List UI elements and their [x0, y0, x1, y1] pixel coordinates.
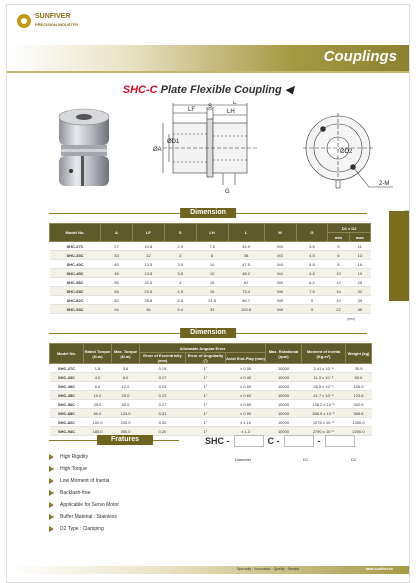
feature-item — [49, 475, 119, 487]
col-subheader: Axial End-Play (mm) — [226, 353, 266, 364]
col-subheader: Error of Angularity (°) — [186, 353, 226, 364]
table-cell: 10000 — [266, 373, 302, 382]
table-cell: 10.8 — [132, 242, 164, 251]
order-label-diameter: Diameter — [235, 457, 252, 462]
order-mid: C - — [267, 436, 280, 446]
table-row — [50, 418, 372, 427]
label-G: G — [225, 189, 230, 195]
section-heading-dimension — [7, 208, 409, 218]
table-cell: 0.23 — [140, 391, 186, 400]
table-cell: 34.9 — [228, 242, 264, 251]
label-LH: LH — [227, 109, 235, 115]
feature-label: Low Moment of Inertia — [60, 477, 110, 484]
order-sep: - — [317, 436, 321, 446]
table-row — [50, 305, 371, 314]
table-cell: 136.2 x 10⁻⁶ — [302, 400, 346, 409]
table-cell: 14 — [328, 287, 349, 296]
table-row — [50, 391, 372, 400]
feature-item — [49, 499, 119, 511]
coupling-photo — [51, 105, 117, 197]
table-cell: 200.0 — [112, 418, 140, 427]
table-cell: 10000 — [266, 418, 302, 427]
model-cell: SHC-82C — [50, 418, 84, 427]
table-cell: 6.2 — [296, 278, 328, 287]
table-cell: 82 — [101, 296, 133, 305]
table-cell: 13.5 — [132, 269, 164, 278]
table-cell: 1° — [186, 364, 226, 373]
table-cell: 10000 — [266, 409, 302, 418]
table-cell: 0.20 — [140, 427, 186, 436]
table-cell: 3.6 — [112, 364, 140, 373]
table-cell: 9 — [296, 305, 328, 314]
table-cell: 60.6 — [346, 373, 372, 382]
table-cell: 180.0 — [84, 427, 112, 436]
triangle-bullet-icon — [49, 466, 54, 472]
table-cell: 105.9 — [346, 382, 372, 391]
table-cell: 0.17 — [140, 373, 186, 382]
table-cell: 0.15 — [140, 364, 186, 373]
col-header: L — [228, 224, 264, 242]
table-cell: ± 0.60 — [226, 391, 266, 400]
table-cell: ± 1.3 — [226, 427, 266, 436]
col-header: Rated Torque (N.m) — [84, 344, 112, 364]
table-cell: 36 — [132, 305, 164, 314]
model-cell: SHC-94C — [50, 427, 84, 436]
table-row — [50, 287, 371, 296]
feature-item — [49, 511, 119, 523]
table-cell: 1° — [186, 373, 226, 382]
table-cell: 25 — [349, 278, 370, 287]
table-cell: 48.2 — [228, 269, 264, 278]
order-label-d2: D2 — [351, 457, 357, 462]
order-box-d2 — [325, 435, 355, 447]
table-cell: 60.0 — [84, 409, 112, 418]
col-header: M — [264, 224, 296, 242]
col-header: Max. Torque (N.m) — [112, 344, 140, 364]
table-cell: ± 0.90 — [226, 409, 266, 418]
label-L: L — [233, 101, 237, 106]
triangle-bullet-icon — [49, 478, 54, 484]
table-cell: 5 — [328, 242, 349, 251]
table-row — [50, 269, 371, 278]
table-cell: 10000 — [266, 391, 302, 400]
col-header: Model No. — [50, 224, 101, 242]
banner-stripe — [7, 71, 409, 73]
footer-website: www.sunfiver.tw — [365, 567, 393, 571]
col-header: Weight (kg) — [346, 344, 372, 364]
table-cell: 1° — [186, 427, 226, 436]
table-cell: 12 — [132, 251, 164, 260]
table-cell: 41.7 x 10⁻⁶ — [302, 391, 346, 400]
table-cell: 3.5 — [296, 242, 328, 251]
table-cell: 7.5 — [196, 242, 228, 251]
feature-label: Applicable for Servo Motor — [60, 501, 119, 508]
triangle-bullet-icon — [49, 502, 54, 508]
table-cell: 9 — [296, 296, 328, 305]
table-cell: 124.0 — [112, 409, 140, 418]
table-cell: 4.0 — [84, 373, 112, 382]
table-cell: 350.0 — [112, 427, 140, 436]
table-cell: 1° — [186, 382, 226, 391]
table-row — [50, 251, 371, 260]
col-header: Max. Rotational (rpm) — [266, 344, 302, 364]
table-cell: 4.5 — [164, 287, 196, 296]
triangle-bullet-icon — [49, 526, 54, 532]
table-cell: 3 — [164, 251, 196, 260]
table-cell: 8 — [196, 251, 228, 260]
feature-label: High Torque — [60, 465, 87, 472]
table-cell: 25.0 — [84, 400, 112, 409]
table-cell: 10.0 — [84, 391, 112, 400]
table-cell: 68 — [101, 287, 133, 296]
table-cell: 12.0 — [112, 382, 140, 391]
table-row — [50, 296, 371, 305]
table-cell: 2.9 — [164, 242, 196, 251]
table-cell: ± 0.40 — [226, 373, 266, 382]
table-cell: 62 — [228, 278, 264, 287]
feature-item — [49, 487, 119, 499]
table-cell: 50.0 — [112, 400, 140, 409]
col-subheader: min — [328, 233, 349, 242]
table-cell: 0.23 — [140, 382, 186, 391]
label-phiA: ØA — [153, 147, 162, 153]
table-cell: M8 — [264, 305, 296, 314]
logo-mark-icon — [17, 14, 31, 28]
table-cell: M4 — [264, 260, 296, 269]
section-title: Dimension — [180, 208, 236, 218]
features-list — [49, 451, 119, 535]
feature-label: High Rigidity — [60, 453, 89, 460]
table-cell: 1° — [186, 418, 226, 427]
banner-title: Couplings — [323, 48, 397, 65]
performance-table — [49, 343, 372, 436]
table-cell: 1300.0 — [346, 418, 372, 427]
table-cell: 19 — [349, 269, 370, 278]
model-cell: SHC-45C — [50, 391, 84, 400]
order-label-d1: D1 — [303, 457, 309, 462]
model-cell: SHC-94C — [50, 305, 101, 314]
table-cell: 4 — [164, 278, 196, 287]
table-cell: 19 — [328, 296, 349, 305]
table-cell: 32 — [349, 287, 370, 296]
table-cell: 35 — [349, 296, 370, 305]
table-cell: 1076 x 10⁻⁶ — [302, 418, 346, 427]
table-cell: 10 — [328, 269, 349, 278]
table-cell: M5 — [264, 278, 296, 287]
table-cell: ± 1.10 — [226, 418, 266, 427]
table-cell: 21.5 — [196, 296, 228, 305]
table-cell: 11.3 x 10⁻⁶ — [302, 373, 346, 382]
table-cell: 100.0 — [84, 418, 112, 427]
table-cell: M8 — [264, 296, 296, 305]
feature-label: D2 Type : Clamping — [60, 525, 104, 532]
table-cell: 94 — [101, 305, 133, 314]
brand-tagline: PRECISION INDUSTRY — [35, 22, 79, 27]
table-cell: 38 — [228, 251, 264, 260]
col-header: S — [164, 224, 196, 242]
table-row — [50, 260, 371, 269]
technical-drawing — [133, 101, 403, 203]
col-header: Model No. — [50, 344, 84, 364]
table-cell: 45 — [101, 269, 133, 278]
triangle-bullet-icon — [49, 490, 54, 496]
table-cell: 6.0 — [84, 382, 112, 391]
table-cell: 10000 — [266, 400, 302, 409]
table-cell: 47.5 — [228, 260, 264, 269]
col-header: Allowable Angular Error — [140, 344, 266, 353]
col-subheader: max — [349, 233, 370, 242]
table-cell: 10 — [196, 269, 228, 278]
table-cell: 0.32 — [140, 418, 186, 427]
table-cell: 26.5 x 10⁻⁶ — [302, 382, 346, 391]
table-cell: 388.9 x 10⁻⁶ — [302, 409, 346, 418]
table-cell: 8.0 — [112, 373, 140, 382]
order-code — [205, 435, 359, 447]
table-cell: 73.4 — [228, 287, 264, 296]
features-title: Fratures — [97, 435, 153, 445]
table-cell: 4.5 — [296, 251, 328, 260]
model-cell: SHC-40C — [50, 382, 84, 391]
table-cell: 11 — [349, 242, 370, 251]
brand-logo — [17, 13, 78, 29]
order-box-d1 — [284, 435, 314, 447]
col-subheader: Error of Eccentricity (mm) — [140, 353, 186, 364]
caret-left-icon: ◀ — [284, 84, 294, 96]
table-cell: 10000 — [266, 364, 302, 373]
product-code: SHC-C — [122, 84, 158, 96]
table-row — [50, 242, 371, 251]
order-prefix: SHC - — [205, 436, 230, 446]
table-cell: 98.7 — [228, 296, 264, 305]
table-cell: 3.41 x 10⁻⁶ — [302, 364, 346, 373]
table-cell: 565.6 — [346, 409, 372, 418]
table-cell: 10000 — [266, 427, 302, 436]
feature-label: Buffer Material : Stainless — [60, 513, 117, 520]
table-cell: 1° — [186, 400, 226, 409]
table-cell: 3.5 — [164, 260, 196, 269]
col-header: LF — [132, 224, 164, 242]
table-cell: M6 — [264, 287, 296, 296]
table-cell: 3.6 — [164, 269, 196, 278]
table-cell: ± 0.50 — [226, 382, 266, 391]
table-row — [50, 364, 372, 373]
table-cell: M3 — [264, 251, 296, 260]
table-cell: 40 — [101, 260, 133, 269]
footer-bar — [7, 566, 409, 574]
table-row — [50, 382, 372, 391]
model-cell: SHC-56C — [50, 400, 84, 409]
table-cell: ± 0.35 — [226, 364, 266, 373]
table-cell: 29.8 — [132, 296, 164, 305]
table-cell: 56 — [101, 278, 133, 287]
table-cell: 20.0 — [112, 391, 140, 400]
table-cell: 4.8 — [296, 269, 328, 278]
table-row — [50, 400, 372, 409]
label-phiD1: ØD1 — [167, 139, 180, 145]
triangle-bullet-icon — [49, 454, 54, 460]
model-cell: SHC-56C — [50, 278, 101, 287]
feature-label: Backlash-free — [60, 489, 91, 496]
unit-note: (mm) — [346, 317, 355, 321]
model-cell: SHC-40C — [50, 260, 101, 269]
table-cell: 22 — [328, 305, 349, 314]
table-cell: 12 — [328, 278, 349, 287]
col-header: G — [296, 224, 328, 242]
brand-name: SUNFIVER — [35, 13, 71, 20]
table-cell: 8 — [328, 260, 349, 269]
label-2M: 2-M — [379, 181, 390, 187]
table-cell: 123.6 — [346, 391, 372, 400]
feature-item — [49, 463, 119, 475]
footer-slogan: Specialty · Innovation · Quality · Service — [237, 567, 300, 571]
label-LF: LF — [188, 107, 196, 113]
col-header: D1 x D2 — [328, 224, 371, 233]
model-cell: SHC-27C — [50, 242, 101, 251]
table-cell: 1° — [186, 391, 226, 400]
table-row — [50, 278, 371, 287]
table-cell: 20.5 — [132, 278, 164, 287]
table-cell: 4.8 — [296, 260, 328, 269]
model-cell: SHC-68C — [50, 287, 101, 296]
table-cell: 16 — [196, 287, 228, 296]
model-cell: SHC-45C — [50, 269, 101, 278]
model-cell: SHC-82C — [50, 296, 101, 305]
table-cell: 33 — [101, 251, 133, 260]
table-cell: M3 — [264, 242, 296, 251]
label-S: S — [208, 104, 213, 110]
table-cell: 10 — [196, 260, 228, 269]
table-cell: 0.27 — [140, 400, 186, 409]
catalog-page — [6, 4, 410, 583]
feature-item — [49, 523, 119, 535]
table-cell: 33 — [196, 305, 228, 314]
table-cell: 16 — [349, 260, 370, 269]
feature-item — [49, 451, 119, 463]
table-cell: 6 — [328, 251, 349, 260]
col-header: A — [101, 224, 133, 242]
product-title — [7, 83, 409, 96]
label-phiD2: ØD2 — [340, 149, 353, 155]
table-cell: 27 — [101, 242, 133, 251]
table-cell: 9.4 — [164, 305, 196, 314]
table-cell: 13 — [349, 251, 370, 260]
table-cell: 8.8 — [164, 296, 196, 305]
table-cell: 35.9 — [346, 364, 372, 373]
section-title: Dimension — [180, 328, 236, 338]
product-name: Plate Flexible Coupling — [160, 84, 282, 96]
table-cell: 1° — [186, 409, 226, 418]
table-cell: ± 0.80 — [226, 400, 266, 409]
table-cell: 2790 x 10⁻⁶ — [302, 427, 346, 436]
col-header: Moment of Inertia (Kg.m²) — [302, 344, 346, 364]
model-cell: SHC-68C — [50, 409, 84, 418]
header-banner — [7, 45, 409, 71]
col-header: LH — [196, 224, 228, 242]
table-cell: 1.8 — [84, 364, 112, 373]
table-cell: 10000 — [266, 382, 302, 391]
table-cell: 2200.0 — [346, 427, 372, 436]
table-row — [50, 373, 372, 382]
table-cell: 302.9 — [346, 400, 372, 409]
table-cell: M4 — [264, 269, 296, 278]
table-cell: 45 — [349, 305, 370, 314]
model-cell: SHC-33C — [50, 251, 101, 260]
side-page-label: 119 — [404, 209, 409, 213]
table-cell: 0.31 — [140, 409, 186, 418]
table-cell: 13.5 — [132, 260, 164, 269]
dimension-table — [49, 223, 371, 314]
table-row — [50, 409, 372, 418]
side-tab — [389, 211, 409, 301]
table-cell: 7.5 — [296, 287, 328, 296]
model-cell: SHC-27C — [50, 364, 84, 373]
table-cell: 120.8 — [228, 305, 264, 314]
section-heading-dimension-2 — [7, 328, 409, 338]
table-cell: 24.5 — [132, 287, 164, 296]
order-box-diameter — [234, 435, 264, 447]
table-cell: 15 — [196, 278, 228, 287]
triangle-bullet-icon — [49, 514, 54, 520]
model-cell: SHC-33C — [50, 373, 84, 382]
